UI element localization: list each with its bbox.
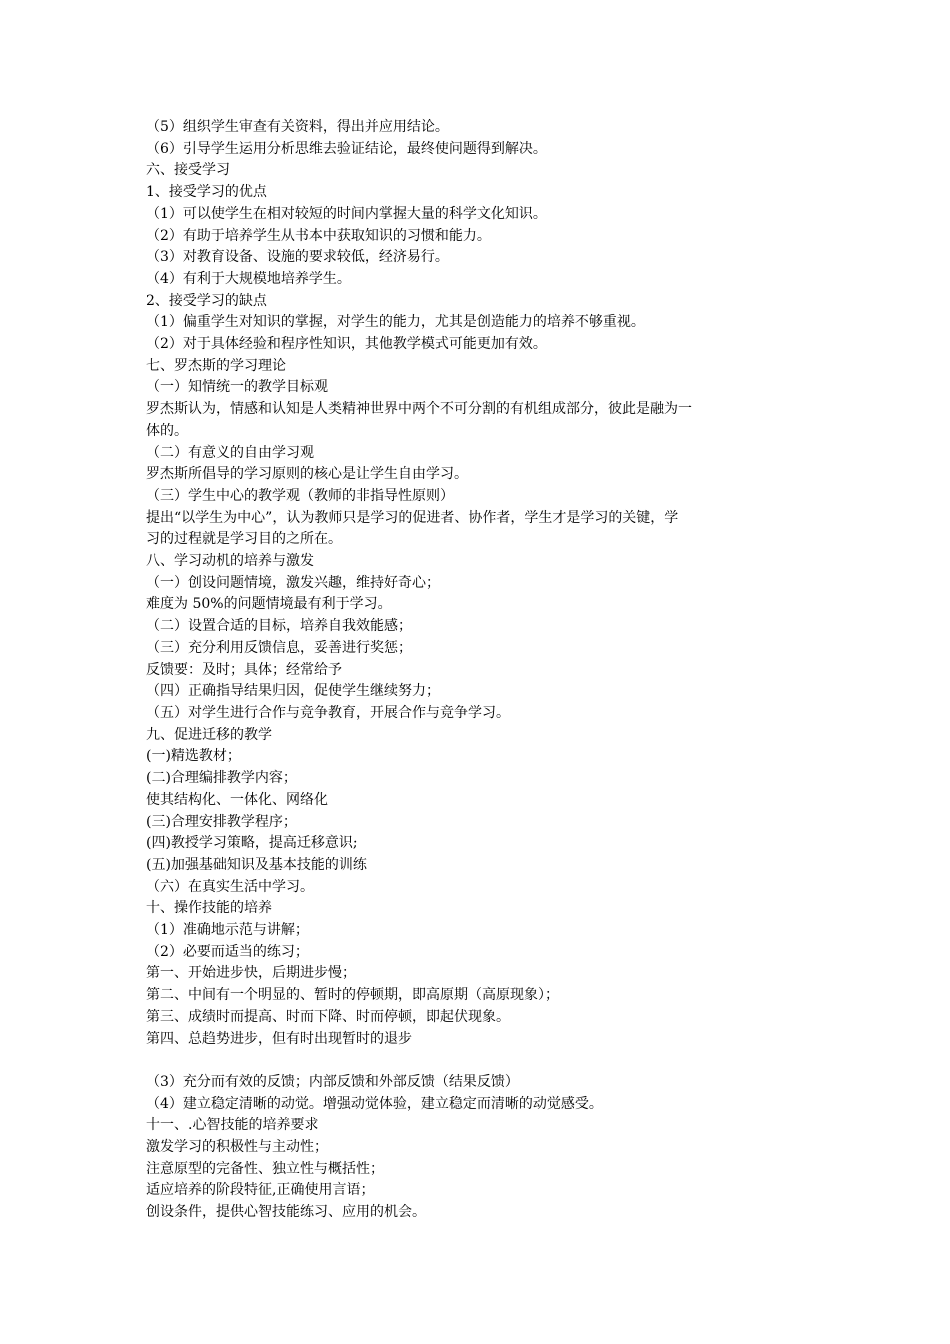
text-line: （4）建立稳定清晰的动觉。增强动觉体验，建立稳定而清晰的动觉感受。 [146,1095,603,1112]
text-line: (三)合理安排教学程序； [146,813,297,830]
text-line: （1）可以使学生在相对较短的时间内掌握大量的科学文化知识。 [146,205,547,222]
text-line: （3）对教育设备、设施的要求较低，经济易行。 [146,249,449,266]
text-line: （2）必要而适当的练习； [146,943,309,960]
text-line: 激发学习的积极性与主动性； [146,1139,328,1156]
text-line: 提出“以学生为中心”，认为教师只是学习的促进者、协作者，学生才是学习的关键，学 [146,509,679,526]
text-line: （二）设置合适的目标，培养自我效能感； [146,618,412,635]
text-line: 十一、.心智技能的培养要求 [146,1117,319,1134]
text-line: （一）创设问题情境，激发兴趣，维持好奇心； [146,574,440,591]
text-line: （2）有助于培养学生从书本中获取知识的习惯和能力。 [146,227,491,244]
text-line: （6）引导学生运用分析思维去验证结论，最终使问题得到解决。 [146,140,547,157]
document-body [146,117,808,1224]
text-line: 第一、开始进步快，后期进步慢； [146,965,356,982]
text-line: 八、学习动机的培养与激发 [146,553,314,570]
text-line: （六）在真实生活中学习。 [146,878,314,895]
blank-line [146,1050,808,1072]
text-line: （3）充分而有效的反馈；内部反馈和外部反馈（结果反馈） [146,1073,519,1090]
text-line: 体的。 [146,422,188,439]
text-line: 第四、总趋势进步，但有时出现暂时的退步 [146,1030,412,1047]
text-line: 罗杰斯所倡导的学习原则的核心是让学生自由学习。 [146,466,468,483]
text-line: （四）正确指导结果归因，促使学生继续努力； [146,683,440,700]
text-line: 使其结构化、一体化、网络化 [146,791,328,808]
text-line: 九、促进迁移的教学 [146,726,272,743]
text-line: 反馈要：及时；具体；经常给予 [146,661,342,678]
text-line: 难度为 50%的问题情境最有利于学习。 [146,596,392,613]
text-line: 适应培养的阶段特征,正确使用言语； [146,1182,375,1199]
text-line: (一)精选教材； [146,748,241,765]
text-line: 六、接受学习 [146,162,230,179]
text-line: 十、操作技能的培养 [146,900,272,917]
text-line: 第二、中间有一个明显的、暂时的停顿期，即高原期（高原现象）； [146,987,559,1004]
text-line: 创设条件，提供心智技能练习、应用的机会。 [146,1204,426,1221]
text-line: (五)加强基础知识及基本技能的训练 [146,856,367,873]
text-line: 第三、成绩时而提高、时而下降、时而停顿，即起伏现象。 [146,1008,510,1025]
text-line: （1）偏重学生对知识的掌握，对学生的能力，尤其是创造能力的培养不够重视。 [146,314,645,331]
text-line: （二）有意义的自由学习观 [146,444,314,461]
text-line: 罗杰斯认为，情感和认知是人类精神世界中两个不可分割的有机组成部分，彼此是融为一 [146,401,692,418]
text-line: （4）有利于大规模地培养学生。 [146,270,351,287]
text-line: （5）组织学生审查有关资料，得出并应用结论。 [146,119,449,135]
text-line: （五）对学生进行合作与竞争教育，开展合作与竞争学习。 [146,704,510,721]
text-line: 七、罗杰斯的学习理论 [146,357,286,374]
text-line: 注意原型的完备性、独立性与概括性； [146,1160,384,1177]
text-line: （2）对于具体经验和程序性知识，其他教学模式可能更加有效。 [146,336,547,353]
text-line: 2、接受学习的缺点 [146,292,267,309]
text-line: (四)教授学习策略，提高迁移意识; [146,835,358,852]
text-line: 习的过程就是学习目的之所在。 [146,531,342,548]
text-line: （一）知情统一的教学目标观 [146,379,328,396]
text-line: (二)合理编排教学内容； [146,770,297,787]
text-line: 1、接受学习的优点 [146,184,267,201]
text-line: （三）充分利用反馈信息，妥善进行奖惩； [146,639,412,656]
text-line: （三）学生中心的教学观（教师的非指导性原则） [146,487,454,504]
text-line: （1）准确地示范与讲解； [146,922,309,939]
